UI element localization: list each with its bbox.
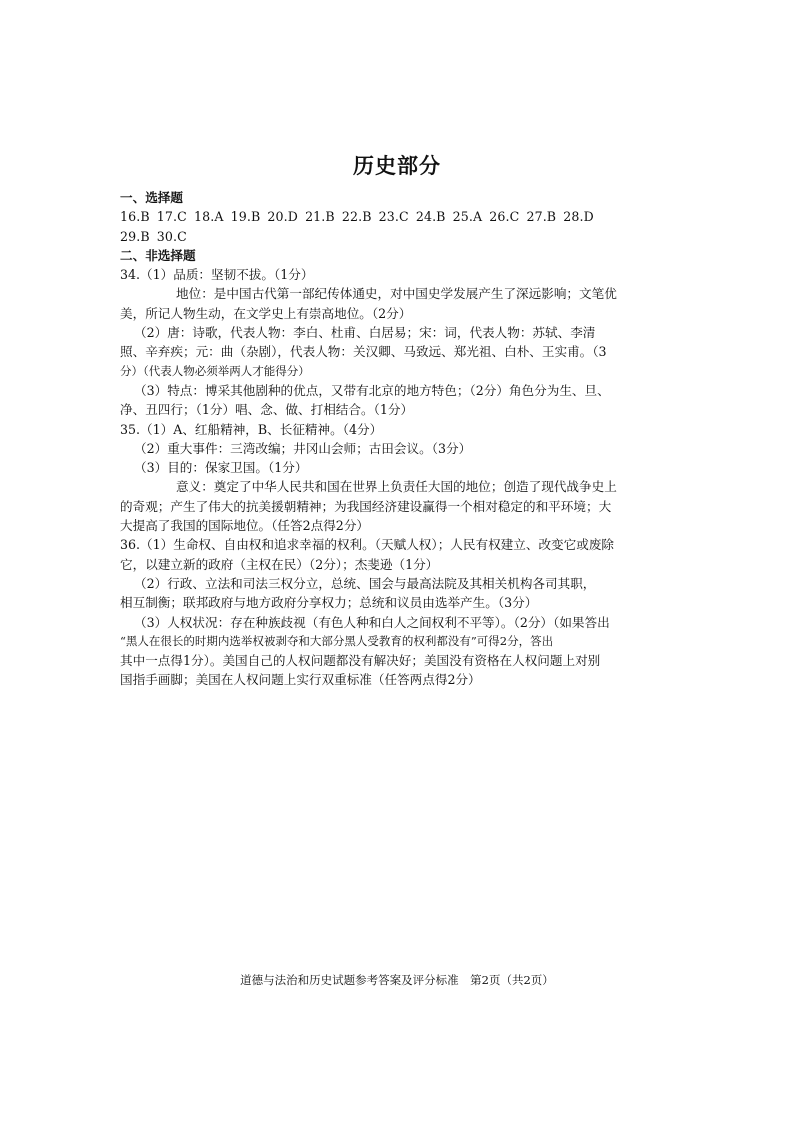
- answer-line: （3）特点：博采其他剧种的优点，又带有北京的地方特色；（2分）角色分为生、旦、: [134, 382, 610, 398]
- answer-line: 地位：是中国古代第一部纪传体通史，对中国史学发展产生了深远影响；文笔优: [176, 286, 617, 302]
- answer-line: 相互制衡；联邦政府与地方政府分享权力；总统和议员由选举产生。（3分）: [120, 595, 538, 611]
- answer-line: 美，所记人物生动，在文学史上有崇高地位。（2分）: [120, 305, 412, 321]
- answer-line: （2）重大事件：三湾改编；井冈山会师；古田会议。（3分）: [134, 440, 472, 456]
- choice-answer: 18.A: [193, 209, 224, 225]
- answer-line: （2）行政、立法和司法三权分立，总统、国会与最高法院及其相关机构各司其职，: [134, 575, 596, 591]
- answer-line: （3）人权状况：存在种族歧视（有色人种和白人之间权利不平等）。（2分）（如果答出: [134, 614, 610, 630]
- answer-line: 大提高了我国的国际地位。（任答2点得2分）: [120, 518, 370, 534]
- section-heading-choice: 一、选择题: [120, 190, 183, 205]
- answer-line: 34.（1）品质：坚韧不拔。（1分）: [120, 267, 314, 283]
- answer-line: 国指手画脚；美国在人权问题上实行双重标准（任答两点得2分）: [120, 672, 481, 688]
- choice-answer: 22.B: [341, 209, 372, 225]
- choice-answers-row-1: [120, 207, 672, 226]
- choice-answer: 23.C: [378, 209, 409, 225]
- answer-line: 其中一点得1分）。美国自己的人权问题都没有解决好；美国没有资格在人权问题上对别: [120, 653, 601, 669]
- choice-answer: 19.B: [230, 209, 261, 225]
- page-footer: 道德与法治和历史试题参考答案及评分标准 第2页（共2页）: [240, 973, 554, 987]
- answer-line: 分）（代表人物必须举两人才能得分）: [120, 363, 310, 378]
- answer-line: （2）唐：诗歌，代表人物：李白、杜甫、白居易；宋：词，代表人物：苏轼、李清: [134, 325, 596, 341]
- choice-answer: 26.C: [489, 209, 520, 225]
- choice-answer: 17.C: [156, 209, 187, 225]
- choice-answer: 21.B: [305, 209, 335, 225]
- answer-line: （3）目的：保家卫国。（1分）: [134, 460, 308, 476]
- choice-answer: 25.A: [452, 209, 483, 225]
- choice-answer: 16.B: [120, 209, 150, 225]
- choice-answer: 20.D: [267, 209, 298, 225]
- answer-line: 它，以建立新的政府（主权在民）（2分）；杰斐逊（1分）: [120, 556, 439, 572]
- page-title: 历史部分: [353, 153, 441, 178]
- choice-answer: 30.C: [156, 228, 187, 244]
- answer-line: 的奇观；产生了伟大的抗美援朝精神；为我国经济建设赢得一个相对稳定的和平环境；大: [120, 498, 612, 514]
- choice-answer: 27.B: [526, 209, 557, 225]
- choice-answer: 24.B: [415, 209, 446, 225]
- choice-answer: 28.D: [563, 209, 594, 225]
- choice-answer: 29.B: [120, 228, 150, 244]
- answer-line: 36.（1）生命权、自由权和追求幸福的权利。（天赋人权）；人民有权建立、改变它或废除: [120, 537, 615, 553]
- section-heading-nonchoice: 二、非选择题: [120, 247, 196, 263]
- choice-answers-row-2: [120, 227, 672, 246]
- answer-line: 35.（1）A、红船精神，B、长征精神。（4分）: [120, 421, 383, 437]
- answer-line: “黑人在很长的时期内选举权被剥夺和大部分黑人受教育的权利都没有”可得2分，答出: [120, 633, 554, 648]
- answer-line: 照、辛弃疾；元：曲（杂剧），代表人物：关汉卿、马致远、郑光祖、白朴、王实甫。（3: [120, 344, 607, 360]
- answer-content: [120, 188, 672, 690]
- answer-line: 意义：奠定了中华人民共和国在世界上负责任大国的地位；创造了现代战争史上: [176, 479, 617, 495]
- answer-line: 净、丑四行；（1分）唱、念、做、打相结合。（1分）: [120, 402, 414, 418]
